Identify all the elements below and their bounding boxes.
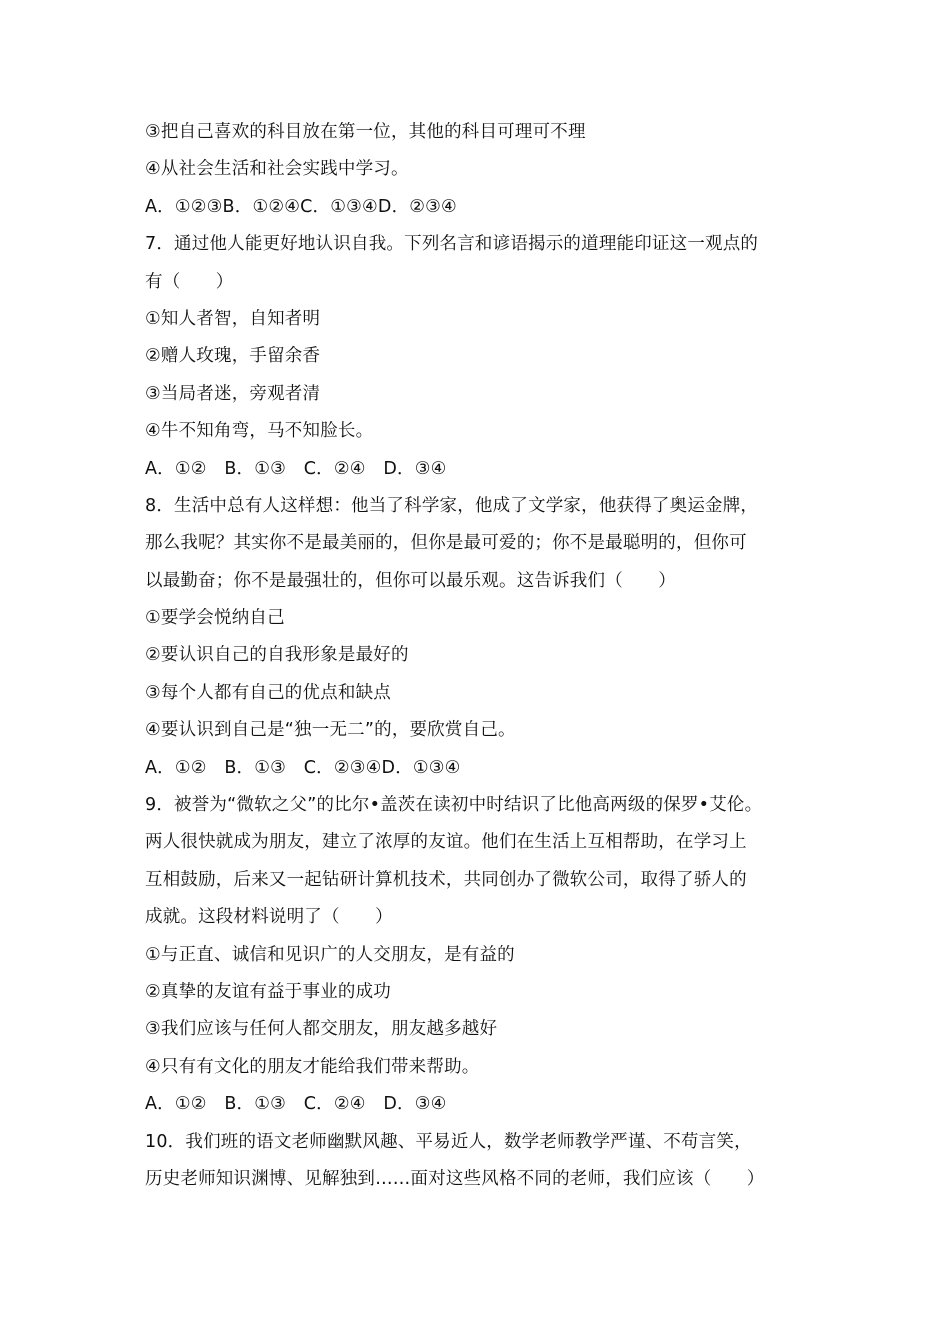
q8-answer-choices: A．①② B．①③ C．②③④D．①③④ [145, 757, 461, 778]
q8-stem-line-1: 8．生活中总有人这样想：他当了科学家，他成了文学家，他获得了奥运金牌， [145, 495, 759, 516]
q7-option-1: ①知人者智，自知者明 [145, 308, 321, 329]
q8-option-2: ②要认识自己的自我形象是最好的 [145, 645, 409, 666]
q9-stem-line-4: 成就。这段材料说明了（ ） [145, 907, 393, 928]
q6-option-3: ③把自己喜欢的科目放在第一位，其他的科目可理可不理 [145, 122, 586, 142]
q9-option-1: ①与正直、诚信和见识广的人交朋友，是有益的 [145, 944, 515, 965]
q8-stem-line-2: 那么我呢？其实你不是最美丽的，但你是最可爱的；你不是最聪明的，但你可 [145, 533, 747, 554]
q7-stem-line-2: 有（ ） [145, 271, 234, 292]
q8-option-1: ①要学会悦纳自己 [145, 608, 285, 629]
q6-option-4: ④从社会生活和社会实践中学习。 [145, 159, 409, 180]
q10-stem-line-1: 10．我们班的语文老师幽默风趣、平易近人，数学老师教学严谨、不苟言笑， [145, 1131, 752, 1152]
question-text-block [145, 114, 815, 1198]
q7-option-3: ③当局者迷，旁观者清 [145, 383, 321, 404]
q7-answer-choices: A．①② B．①③ C．②④ D．③④ [145, 458, 447, 479]
q7-stem-line-1: 7．通过他人能更好地认识自我。下列名言和谚语揭示的道理能印证这一观点的 [145, 234, 759, 255]
q7-option-2: ②赠人玫瑰，手留余香 [145, 346, 321, 367]
q9-stem-line-1: 9．被誉为“微软之父”的比尔•盖茨在读初中时结识了比他高两级的保罗•艾伦。 [145, 795, 763, 816]
q9-option-2: ②真挚的友谊有益于事业的成功 [145, 981, 391, 1002]
q8-option-3: ③每个人都有自己的优点和缺点 [145, 682, 391, 703]
q9-answer-choices: A．①② B．①③ C．②④ D．③④ [145, 1094, 447, 1115]
q9-stem-line-2: 两人很快就成为朋友，建立了浓厚的友谊。他们在生活上互相帮助，在学习上 [145, 832, 747, 853]
q6-answer-choices: A．①②③B．①②④C．①③④D．②③④ [145, 196, 457, 217]
q8-option-4: ④要认识到自己是“独一无二”的，要欣赏自己。 [145, 720, 516, 741]
q9-stem-line-3: 互相鼓励，后来又一起钻研计算机技术，共同创办了微软公司，取得了骄人的 [145, 869, 747, 890]
q9-option-3: ③我们应该与任何人都交朋友，朋友越多越好 [145, 1019, 498, 1040]
q9-option-4: ④只有有文化的朋友才能给我们带来帮助。 [145, 1056, 480, 1077]
q7-option-4: ④牛不知角弯，马不知脸长。 [145, 421, 374, 442]
q10-stem-line-2: 历史老师知识渊博、见解独到……面对这些风格不同的老师，我们应该（ ） [145, 1168, 765, 1189]
q8-stem-line-3: 以最勤奋；你不是最强壮的，但你可以最乐观。这告诉我们（ ） [145, 570, 676, 591]
